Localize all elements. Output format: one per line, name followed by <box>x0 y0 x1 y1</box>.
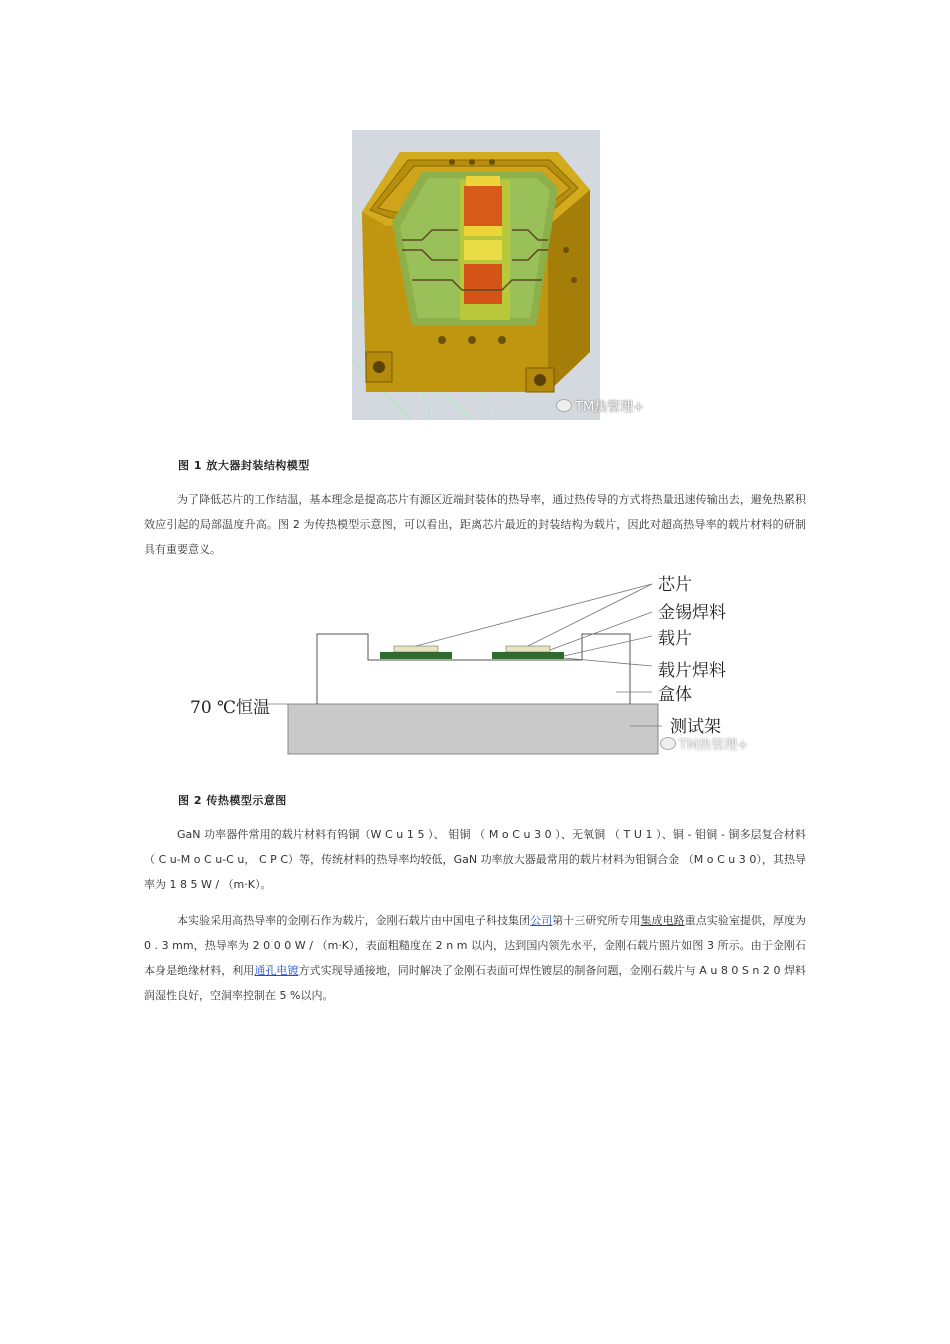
label-solder: 金锡焊料 <box>658 603 726 623</box>
label-box: 盒体 <box>658 685 692 705</box>
watermark: TM热管理+ <box>556 396 644 415</box>
wechat-icon <box>556 399 572 412</box>
link-through-hole-plating[interactable]: 通孔电镀 <box>254 964 299 977</box>
paragraph-text: 第十三研究所专用 <box>552 914 641 927</box>
label-carrier-solder: 载片焊料 <box>658 661 726 681</box>
paragraph <box>144 908 806 1008</box>
paragraph: GaN 功率器件常用的载片材料有钨铜（W C u 1 5 ）、 钼铜 （ M o C u 3 0 ）、无氧铜 （ T U 1 ）、铜 - 钼铜 - 铜多层复合材料（ C u-M o C u-C u， C P C）等，传统材料的热导率均较低，GaN 功率放大器最常用的载片材料为钼铜合金 （M o C u 3 0），其热导率为 1 8 5 W / （m·K）。 <box>144 828 806 891</box>
wechat-icon <box>660 737 676 750</box>
label-temperature: 70 ℃恒温 <box>190 698 271 718</box>
label-carrier: 载片 <box>658 629 692 649</box>
label-chip: 芯片 <box>658 575 692 595</box>
link-company[interactable]: 公司 <box>530 914 553 927</box>
figure-1-caption: 图 1 放大器封装结构模型 <box>178 459 310 472</box>
paragraph: 为了降低芯片的工作结温，基本理念是提高芯片有源区近端封装体的热导率，通过热传导的方式将热量迅速传输出去，避免热累积效应引起的局部温度升高。图 2 为传热模型示意图，可以看出，距离芯片最近的封装结构为载片，因此对超高热导率的载片材料的研制具有重要意义。 <box>144 493 806 556</box>
watermark: TM热管理+ <box>660 734 748 753</box>
paragraph-text: 本实验采用高热导率的金刚石作为载片，金刚石载片由中国电子科技集团 <box>177 914 531 927</box>
test-rack-shape <box>288 704 658 754</box>
link-integrated-circuit[interactable]: 集成电路 <box>640 914 685 927</box>
paragraph-text: 方式实现导通接地，同时解决了金刚石表面可焊性镀层的制备问题，金刚石载片与 A u 8 0 S n 2 0 焊料润湿性良好，空洞率控制在 5 %以内。 <box>144 964 807 1002</box>
paragraph-text: 重点实验室提供，厚度为 0 . 3 mm，热导率为 2 0 0 0 W / （m·K），表面粗糙度在 2 n m 以内，达到国内领先水平，金刚石载片照片如图 3 所示。由于金刚石本身是绝缘材料，利用 <box>144 914 807 977</box>
figure-2-caption: 图 2 传热模型示意图 <box>178 794 287 807</box>
label-test-rack: 测试架 <box>670 717 721 737</box>
amplifier-package-image <box>352 130 600 420</box>
box-shape <box>317 634 630 704</box>
